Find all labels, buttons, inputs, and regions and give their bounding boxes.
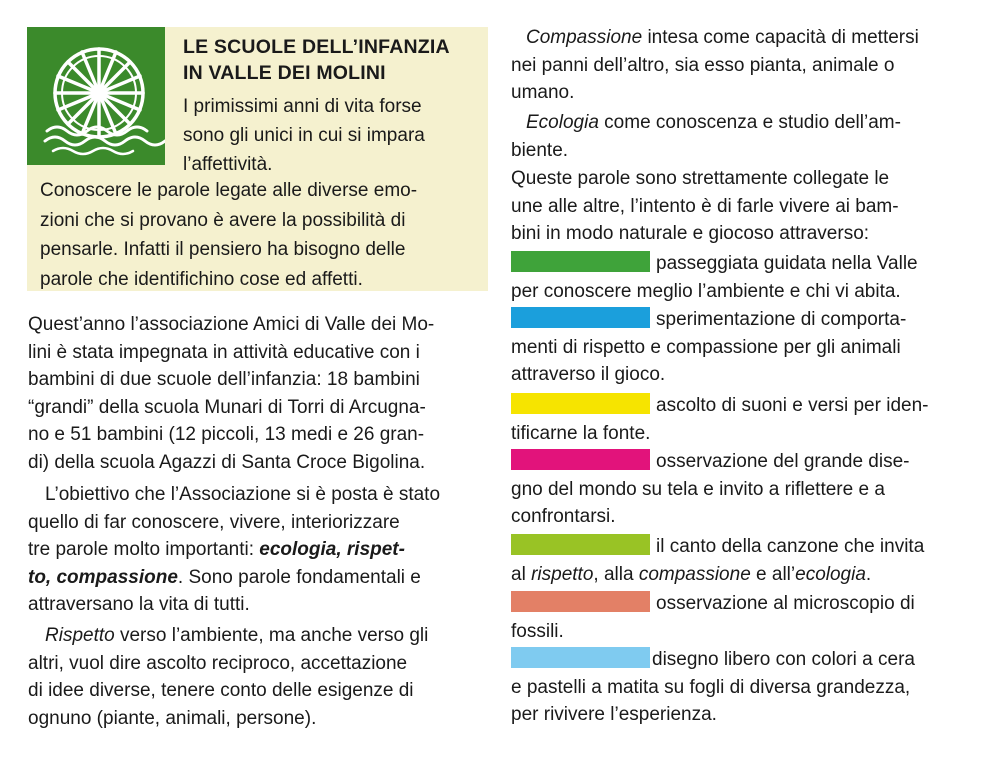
text-line: altri, vuol dire ascolto reciproco, accettazione xyxy=(28,652,408,674)
green-color-bar xyxy=(511,251,650,272)
activity-walk xyxy=(511,250,918,305)
box-paragraph xyxy=(40,176,480,294)
text-fragment: , alla xyxy=(593,563,639,585)
activity-free-drawing xyxy=(511,646,915,729)
text-line: attraverso il gioco. xyxy=(511,364,666,385)
text-line xyxy=(511,109,901,137)
text-line: L’obiettivo che l’Associazione si è posta è stato xyxy=(45,484,441,505)
activity-song xyxy=(511,533,924,588)
keyword-rispetto: rispetto xyxy=(531,563,594,585)
text-line: attraversano la vita di tutti. xyxy=(28,594,250,615)
box-title xyxy=(183,34,483,86)
yellow-color-bar xyxy=(511,393,650,414)
box-title-line: IN VALLE DEI MOLINI xyxy=(183,62,386,84)
text-line: menti di rispetto e compassione per gli animali xyxy=(511,336,901,358)
text-line: biente. xyxy=(511,139,569,161)
text-line xyxy=(511,306,906,334)
text-line: di idee diverse, tenere conto delle esigenze di xyxy=(28,680,414,701)
text-line: nei panni dell’altro, sia esso pianta, animale o xyxy=(511,54,895,76)
text-line: per conoscere meglio l’ambiente e chi vi abita. xyxy=(511,280,901,302)
text-line: no e 51 bambini (12 piccoli, 13 medi e 26 gran- xyxy=(28,424,425,445)
text-line: e pastelli a matita su fogli di diversa grandezza, xyxy=(511,676,911,698)
text-line: tificarne la fonte. xyxy=(511,422,651,444)
paragraph-rispetto xyxy=(28,622,428,732)
text-line xyxy=(28,622,428,650)
text-fragment: tre parole molto importanti: xyxy=(28,539,260,560)
paragraph-compassione xyxy=(511,24,919,107)
activity-experiment xyxy=(511,306,906,389)
text-fragment: . Sono parole fondamentali e xyxy=(177,566,421,588)
text-line xyxy=(511,448,910,476)
keywords-emphasis: to, compassione xyxy=(28,566,178,588)
keyword-ecologia: Ecologia xyxy=(526,112,599,133)
keyword-rispetto: Rispetto xyxy=(45,625,115,646)
text-line: une alle altre, l’intento è di farle vivere ai bam- xyxy=(511,195,899,217)
text-fragment: verso l’ambiente, ma anche verso gli xyxy=(114,625,429,646)
activity-text: il canto della canzone che invita xyxy=(656,536,925,557)
text-line xyxy=(511,646,915,674)
activity-listening xyxy=(511,392,928,447)
keyword-compassione: Compassione xyxy=(526,27,643,48)
activity-text: sperimentazione di comporta- xyxy=(656,309,907,330)
box-intro-line: sono gli unici in cui si impara xyxy=(183,125,425,146)
text-line: per rivivere l’esperienza. xyxy=(511,704,717,725)
text-fragment: al xyxy=(511,563,532,585)
keywords-emphasis: ecologia, rispet- xyxy=(259,539,405,560)
box-text-line: zioni che si provano è avere la possibilità di xyxy=(40,209,406,231)
text-line: lini è stata impegnata in attività educative con i xyxy=(28,341,420,363)
text-line: confrontarsi. xyxy=(511,506,616,527)
keyword-ecologia: ecologia xyxy=(795,563,866,585)
box-intro xyxy=(183,92,483,179)
activity-text: osservazione del grande dise- xyxy=(656,451,910,472)
text-line: di) della scuola Agazzi di Santa Croce Bigolina. xyxy=(28,451,426,473)
text-line: Quest’anno l’associazione Amici di Valle dei Mo- xyxy=(28,314,435,335)
text-line: bini in modo naturale e giocoso attraverso: xyxy=(511,223,870,244)
text-line: gno del mondo su tela e invito a riflettere e a xyxy=(511,478,885,500)
text-line: fossili. xyxy=(511,620,564,642)
text-line xyxy=(511,24,919,52)
paragraph-ecologia xyxy=(511,109,901,164)
blue-color-bar xyxy=(511,307,650,328)
box-text-line: Conoscere le parole legate alle diverse emo- xyxy=(40,180,418,201)
watermill-wheel-icon xyxy=(27,27,165,165)
box-title-line: LE SCUOLE DELL’INFANZIA xyxy=(183,36,450,58)
activity-text: disegno libero con colori a cera xyxy=(652,649,915,670)
text-line xyxy=(511,533,924,561)
activity-text: passeggiata guidata nella Valle xyxy=(656,253,918,274)
paragraph-objective xyxy=(28,481,440,619)
activity-text: osservazione al microscopio di xyxy=(656,593,915,614)
box-intro-line: l’affettività. xyxy=(183,154,273,175)
text-line xyxy=(511,590,915,618)
text-fragment: come conoscenza e studio dell’am- xyxy=(598,112,901,133)
text-line: “grandi” della scuola Munari di Torri di Arcugna- xyxy=(28,396,426,418)
text-line xyxy=(28,536,440,564)
text-line xyxy=(511,561,924,589)
text-line: quello di far conoscere, vivere, interiorizzare xyxy=(28,511,400,533)
magenta-color-bar xyxy=(511,449,650,470)
activity-drawing-observation xyxy=(511,448,910,531)
text-line: Queste parole sono strettamente collegate le xyxy=(511,168,890,189)
text-line: bambini di due scuole dell’infanzia: 18 bambini xyxy=(28,369,420,390)
box-intro-line: I primissimi anni di vita forse xyxy=(183,96,422,117)
text-line xyxy=(511,392,928,420)
text-line: umano. xyxy=(511,82,575,103)
activity-microscope xyxy=(511,590,915,645)
text-line xyxy=(28,564,440,592)
salmon-color-bar xyxy=(511,591,650,612)
text-fragment: . xyxy=(865,563,872,585)
paragraph-connect xyxy=(511,165,899,248)
lime-color-bar xyxy=(511,534,650,555)
light-blue-color-bar xyxy=(511,647,650,668)
text-fragment: intesa come capacità di mettersi xyxy=(642,27,919,48)
box-text-line: pensarle. Infatti il pensiero ha bisogno delle xyxy=(40,239,406,260)
keyword-compassione: compassione xyxy=(638,563,751,585)
text-line xyxy=(511,250,918,278)
box-text-line: parole che identifichino cose ed affetti. xyxy=(40,268,363,290)
activity-text: ascolto di suoni e versi per iden- xyxy=(656,395,929,416)
text-fragment: e all’ xyxy=(750,563,796,585)
watermill-logo xyxy=(27,27,165,165)
text-line: ognuno (piante, animali, persone). xyxy=(28,707,317,729)
paragraph-association xyxy=(28,311,434,476)
